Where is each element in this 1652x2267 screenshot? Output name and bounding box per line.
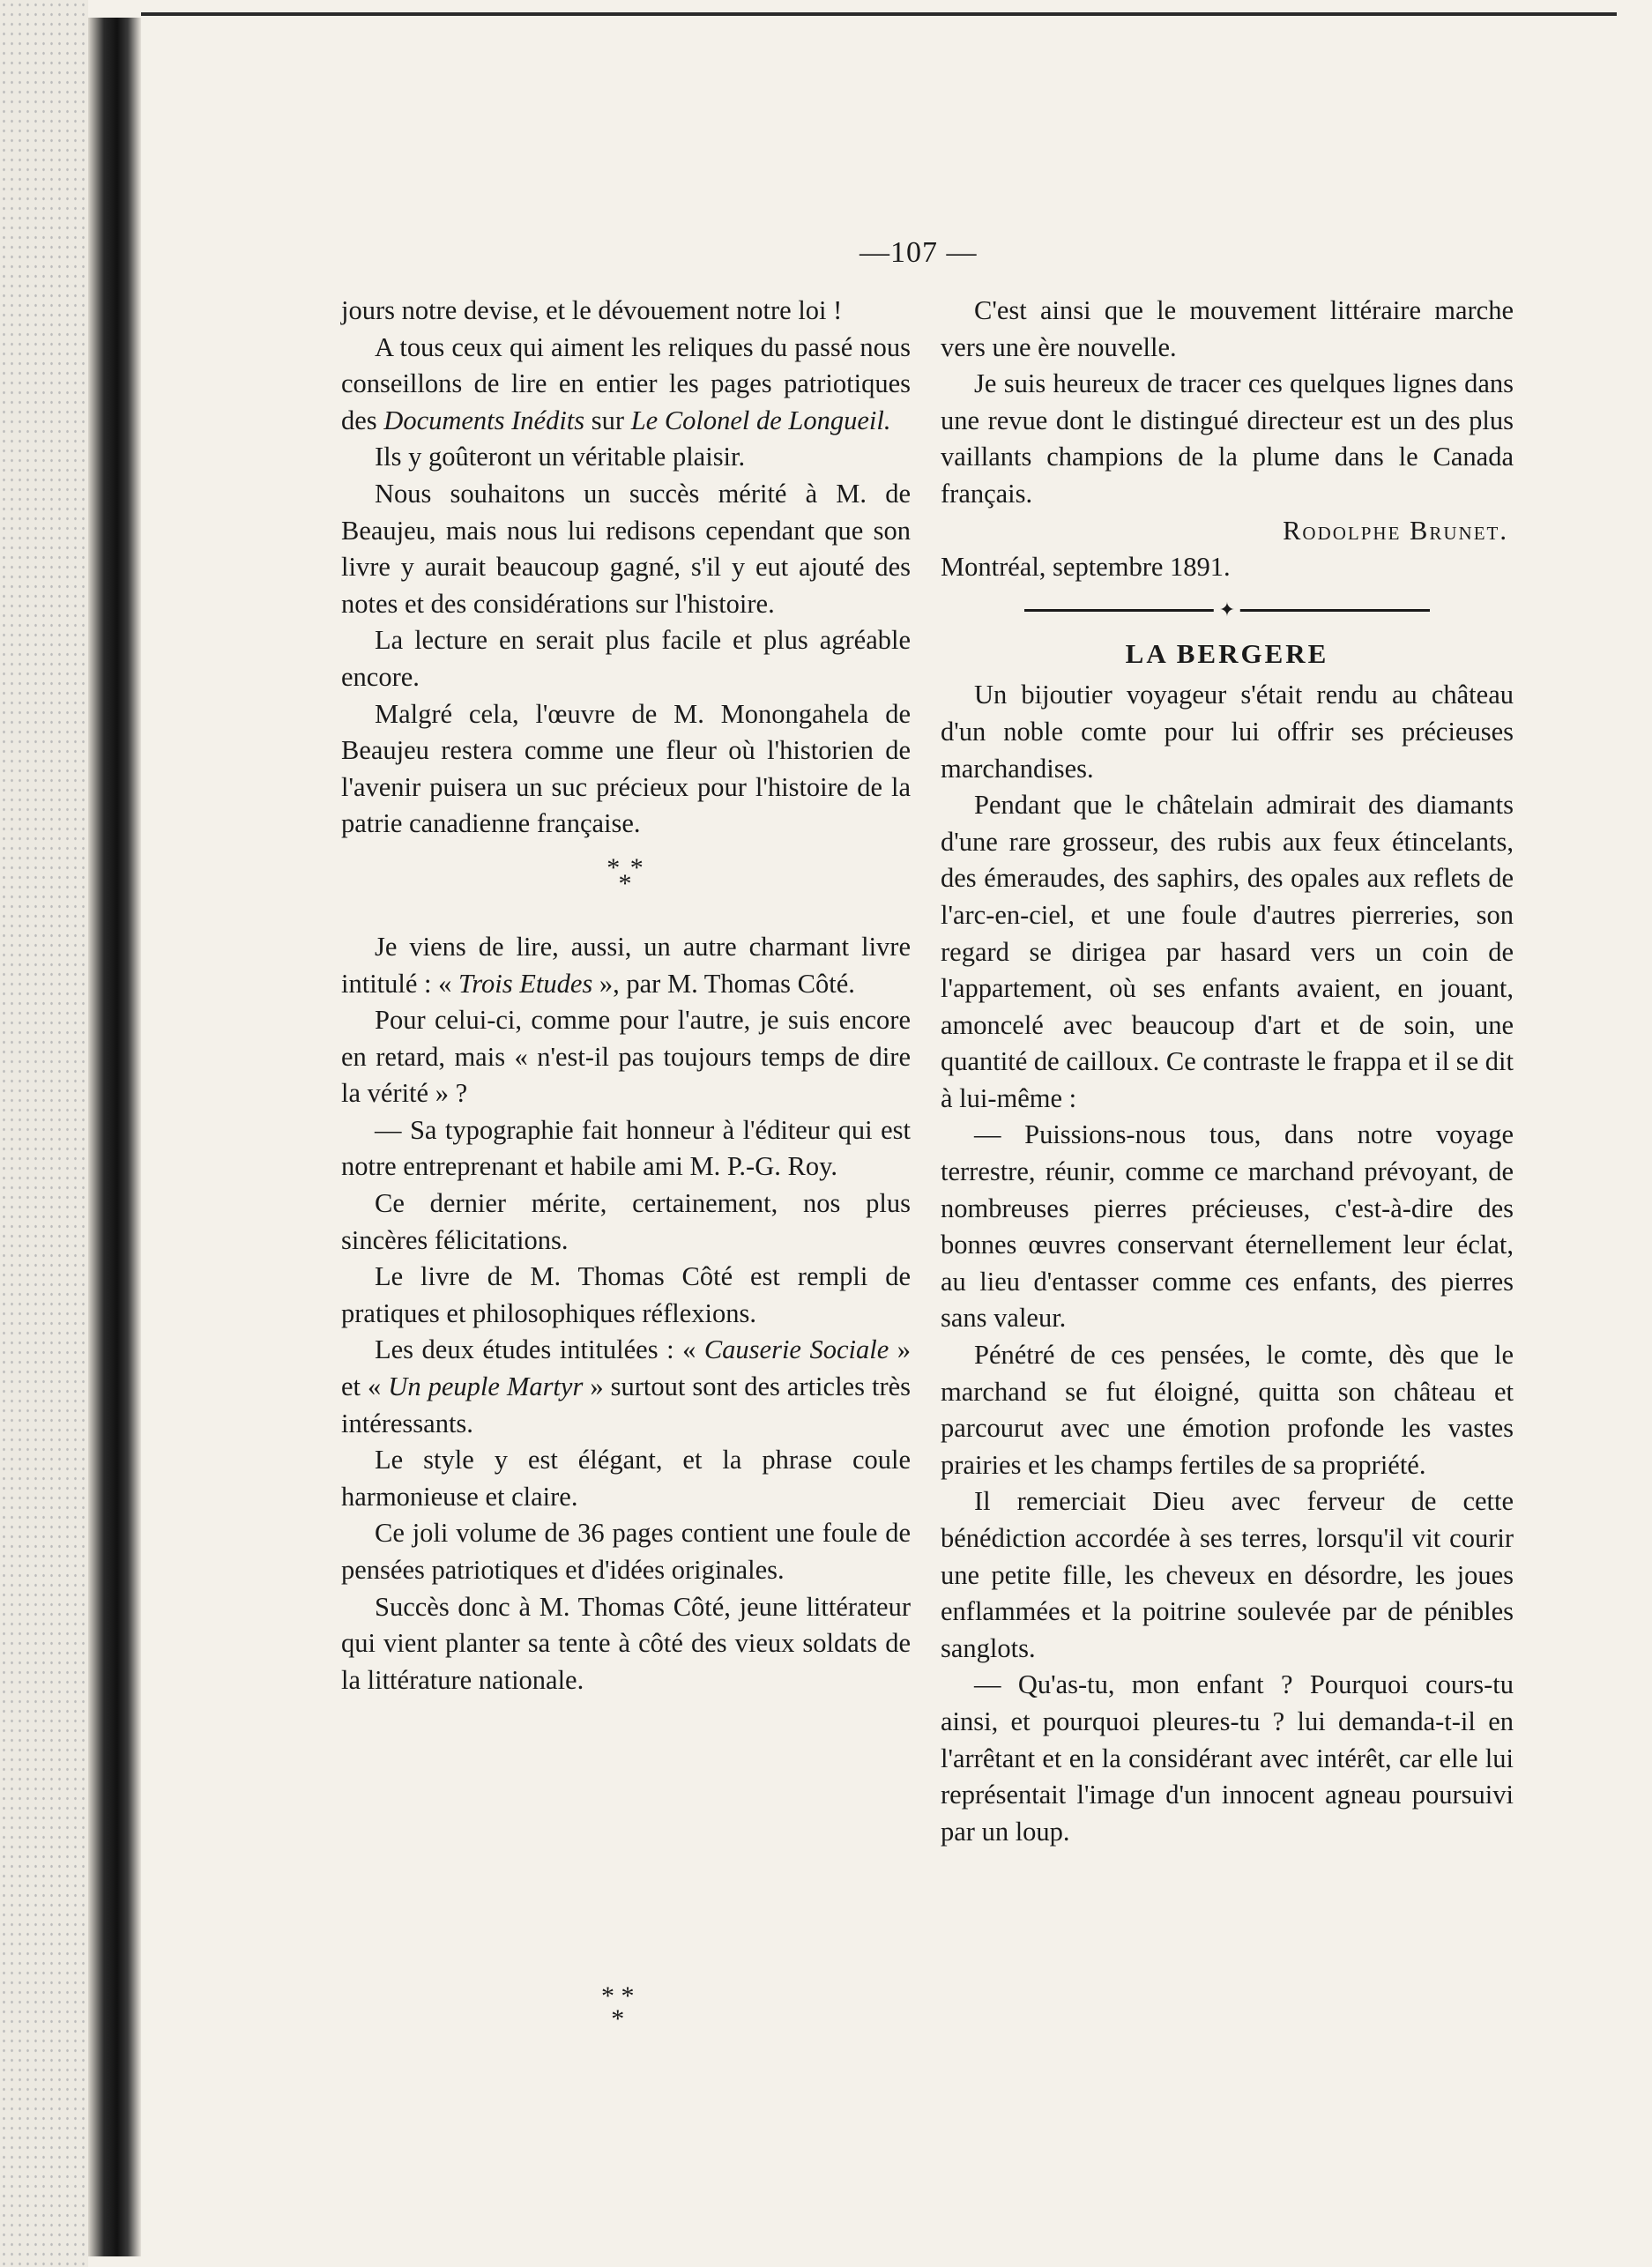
author-signature: Rodolphe Brunet.: [1283, 515, 1508, 546]
italic-title: Le Colonel de Longueil.: [630, 405, 891, 435]
paragraph: Ils y goûteront un véritable plaisir.: [375, 442, 746, 472]
paragraph: La lecture en serait plus facile et plus agréable encore.: [341, 625, 911, 692]
paragraph: Succès donc à M. Thomas Côté, jeune littérateur qui vient planter sa tente à côté des vieux soldats de la littérature nationale.: [341, 1591, 911, 1695]
italic-title: Causerie Sociale: [703, 1334, 889, 1365]
left-column: [341, 293, 911, 1698]
right-column: [941, 293, 1514, 1850]
paragraph: Je viens de lire, aussi, un autre charmant livre intitulé : « Trois Etudes », par M. Thomas Côté.: [341, 931, 911, 999]
section-asterism: * * *: [606, 852, 645, 898]
paragraph: Ce dernier mérite, certainement, nos plus sincères félicitations.: [341, 1188, 911, 1255]
section-asterism: * * *: [601, 1981, 635, 2033]
italic-title: Documents Inédits: [383, 405, 585, 435]
paragraph: Le style y est élégant, et la phrase coule harmonieuse et claire.: [341, 1445, 911, 1512]
paragraph: — Qu'as-tu, mon enfant ? Pourquoi cours-tu ainsi, et pourquoi pleures-tu ? lui demanda-t-il en l'arrêtant et en la considérant avec intérêt, car elle lui représentait l'image d'un innocent agneau poursuivi par un loup.: [941, 1669, 1514, 1847]
italic-title: Trois Etudes: [458, 968, 593, 999]
paragraph: Un bijoutier voyageur s'était rendu au château d'un noble comte pour lui offrir ses précieuses marchandises.: [941, 680, 1514, 784]
paragraph: A tous ceux qui aiment les reliques du passé nous conseillons de lire en entier les pages patriotiques des Documents Inédits sur Le Colonel de Longueil.: [341, 331, 911, 435]
paragraph: Les deux études intitulées : « Causerie Sociale » et « Un peuple Martyr » surtout sont des articles très intéressants.: [341, 1334, 912, 1438]
italic-title: Un peuple Martyr: [388, 1371, 584, 1402]
paragraph: Pendant que le châtelain admirait des diamants d'une rare grosseur, des rubis aux feux étincelants, des émeraudes, des saphirs, des opales aux reflets de l'arc-en-ciel, et une foule d'autres pierreries, son regard se dirigea par hasard vers un coin de l'appartement, où ses enfants avaient, en jouant, amoncelé avec beaucoup d'art et de soin, une quantité de cailloux. Ce contraste le frappa et il se dit à lui-même :: [941, 790, 1514, 1113]
place-date: Montréal, septembre 1891.: [941, 552, 1231, 583]
paragraph: Ce joli volume de 36 pages contient une foule de pensées patriotiques et d'idées originales.: [341, 1518, 911, 1585]
paragraph: Il remerciait Dieu avec ferveur de cette bénédiction accordée à ses terres, lorsqu'il vit courir une petite fille, les cheveux en désordre, les joues enflammées et la poitrine soulevée par de pénibles sanglots.: [941, 1486, 1514, 1663]
paragraph: jours notre devise, et le dévouement notre loi !: [341, 295, 843, 325]
paragraph: Le livre de M. Thomas Côté est rempli de pratiques et philosophiques réflexions.: [341, 1261, 911, 1328]
paragraph: Nous souhaitons un succès mérité à M. de Beaujeu, mais nous lui redisons cependant que son livre y aurait beaucoup gagné, s'il y eut ajouté des notes et des considérations sur l'histoire.: [341, 478, 911, 619]
page-number: —107 —: [859, 236, 978, 269]
paragraph: — Puissions-nous tous, dans notre voyage terrestre, réunir, comme ce marchand prévoyant, de nombreuses pierres précieuses, c'est-à-dire des bonnes œuvres conservant éternellement leur éclat, au lieu d'entasser comme ces enfants, des pierres sans valeur.: [941, 1119, 1514, 1334]
fleuron-ornament: ✦: [1214, 601, 1240, 619]
paragraph: Pénétré de ces pensées, le comte, dès que le marchand se fut éloigné, quitta son château et parcourut avec une émotion profonde les vastes prairies et les champs fertiles de sa propriété.: [941, 1340, 1514, 1480]
paragraph: — Sa typographie fait honneur à l'éditeur qui est notre entreprenant et habile ami M. P.-G. Roy.: [341, 1114, 911, 1182]
scan-margin: [0, 0, 88, 2267]
paragraph: Pour celui-ci, comme pour l'autre, je suis encore en retard, mais « n'est-il pas toujours temps de dire la vérité » ?: [341, 1005, 911, 1109]
paragraph: C'est ainsi que le mouvement littéraire marche vers une ère nouvelle.: [941, 295, 1514, 362]
ornamental-divider: [1024, 598, 1430, 621]
paragraph: Je suis heureux de tracer ces quelques lignes dans une revue dont le distingué directeur est un des plus vaillants champions de la plume dans le Canada français.: [941, 368, 1514, 509]
story-title: LA BERGERE: [1125, 637, 1329, 669]
paragraph: Malgré cela, l'œuvre de M. Monongahela de Beaujeu restera comme une fleur où l'historien de l'avenir puisera un suc précieux pour l'histoire de la patrie canadienne française.: [341, 698, 911, 839]
page-top-edge: [141, 12, 1617, 16]
book-spine-shadow: [88, 18, 141, 2256]
